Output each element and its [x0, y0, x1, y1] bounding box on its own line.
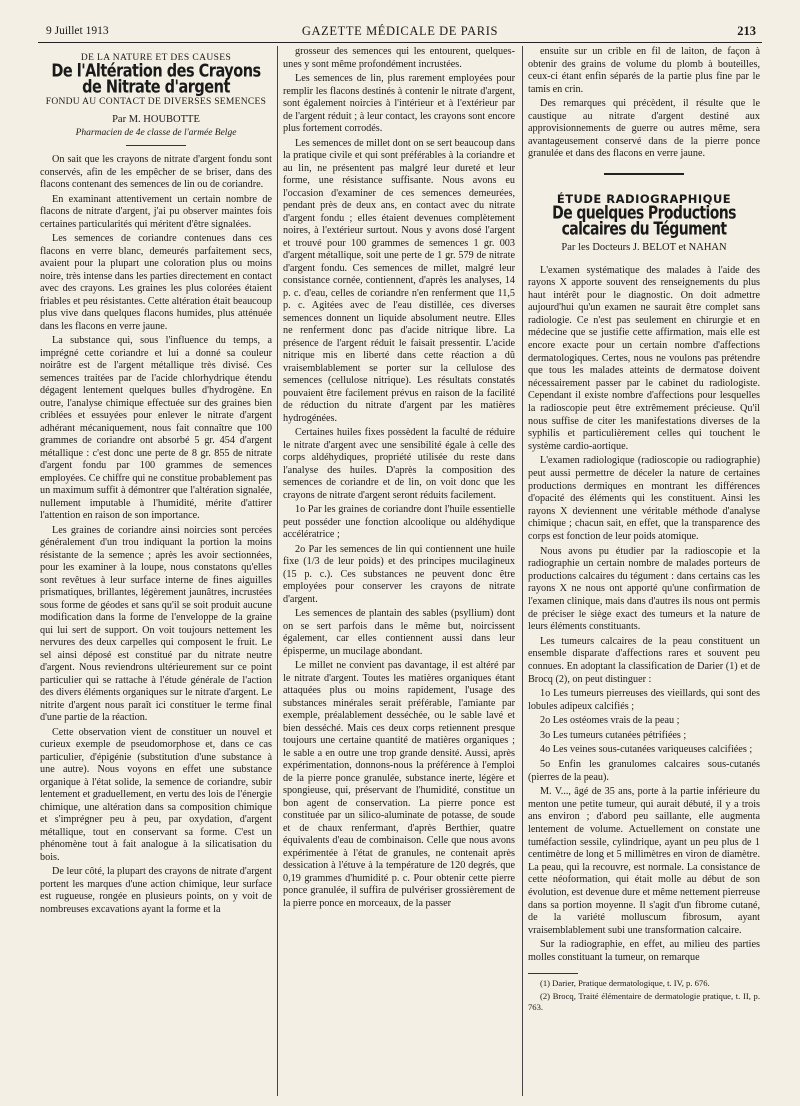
- paragraph: Sur la radiographie, en effet, au milieu des parties molles constituant la tumeur, on remarque: [528, 939, 760, 963]
- column-divider: [522, 46, 523, 1096]
- paragraph: Des remarques qui précèdent, il résulte que le caustique au nitrate d'argent destiné aux approvisionnements de guerre ou autres même, sera avantageusement conservé dans de la pierre ponce granulée et dans des flacons en verre jaune.: [528, 98, 760, 159]
- title-rule: [126, 145, 186, 146]
- paragraph: Le millet ne convient pas davantage, il est altéré par le nitrate d'argent. Toutes les matières organiques étant attaquées plus ou moins rapidement, l'usage des substances minérales serait préférable, l'amiante par exemple, préalablement desséchée, ou le sable lavé et bien desséché. Mais ces deux corps retiennent presque toujours une certaine quantité de matières organiques ; le sable a en outre une trop grande densité. Aussi, après expérimentation, donnons-nous la préférence à l'emploi de la pierre ponce granulée, substance inerte, légère et spongieuse, qui, préservant de l'humidité, constitue un bon agent de conservation. La pierre ponce est constituée par un silico-aluminate de potasse, de soude et de chaux renfermant, d'après Berthier, quatre équivalents d'eau de combinaison. Celle que nous avons expérimentée à l'état de granules, ne contenait après dessication à l'étuve à la température de 120 degrés, que 0,19 grammes d'humidité p. c. Pour obtenir cette pierre ponce granulée, il suffira de pulvériser grossièrement de la pierre ponce en morceaux, de la passer: [283, 660, 515, 909]
- paragraph: Les semences de plantain des sables (psyllium) dont on se sert parfois dans le même but, noircissent également, car elles contiennent aussi dans leur épisperme, un mucilage abondant.: [283, 608, 515, 657]
- footnotes: [528, 978, 760, 1013]
- footnote-rule: [528, 973, 578, 974]
- list-item: 3o Les tumeurs cutanées pétrifiées ;: [540, 729, 687, 741]
- paragraph: L'examen systématique des malades à l'aide des rayons X apporte souvent des renseignements du plus haut intérêt pour le diagnostic. On doit admettre aujourd'hui qu'un examen ne saurait être complet sans radiologie. Ce n'est pas seulement en chirurgie et en médecine que se justifie cette affirmation, mais elle est encore exacte pour un certain nombre d'affections dermatologiques. Certes, nous ne voulons pas prétendre que tous les malades atteints de dermatose doivent nécessairement passer par le cabinet du radiologiste. Cependant il existe nombre d'affections pour lesquelles la radioscopie peut être extrêmement précieuse. Qu'il nous suffise de citer les manifestations diverses de la syphilis et particulièrement celles qui touchent le système cardio-aortique.: [528, 264, 760, 452]
- author-affiliation: Pharmacien de 4e classe de l'armée Belge: [75, 127, 237, 138]
- article-separator: [604, 173, 684, 175]
- list-item: 1o Les tumeurs pierreuses des vieillards, qui sont des lobules adipeux calcifiés ;: [528, 688, 760, 712]
- article-author: Par M. HOUBOTTE: [112, 114, 200, 125]
- paragraph: La substance qui, sous l'influence du temps, a imprégné cette coriandre et lui a donné sa couleur noirâtre est de l'argent métallique très divisé. Ces semences traitées par de l'acide chlorhydrique étendu dégagent lentement quelques bulles d'hydrogène. En outre, l'analyse chimique effectuée sur des graines bien criblées et essuyées pour enlever le nitrate d'argent adhérant mécaniquement, nous fait connaître que 100 grammes de coriandre ont absorbé 5 gr. 454 d'argent métallique : c'est donc une perte de 8 gr. 855 de nitrate d'argent fondu par 100 grammes de semences employées. Ce chiffre qui ne constitue probablement pas un maximum suffit à démontrer que l'altération signalée, nullement imputable à l'humidité, mérite d'attirer l'attention en raison de son importance.: [40, 335, 272, 521]
- article-subtitle: FONDU AU CONTACT DE DIVERSES SEMENCES: [45, 96, 267, 107]
- article-2-body: [528, 265, 760, 965]
- page-number: 213: [737, 24, 756, 38]
- paragraph: L'examen radiologique (radioscopie ou radiographie) peut aussi permettre de déceler la nature de certaines productions dermiques en montrant les différences d'opacité des éléments qui les constituent. Ainsi les rayons X deviennent une véritable méthode d'analyse chimique ; chacun sait, en effet, que la transparence des corps est fonction de leur poids atomique.: [528, 455, 760, 542]
- paragraph: Les semences de coriandre contenues dans ces flacons en verre blanc, demeurés parfaitement secs, avaient pour la plupart une coloration plus ou moins noire, très intense dans les parties directement en contact avec des crayons. Les graines les plus colorées étaient friables et peu résistantes. Cette altération était beaucoup plus vive dans quelques flacons humides, plus atténuée dans les flacons en verre jaune.: [40, 233, 272, 332]
- paragraph: Les semences de millet dont on se sert beaucoup dans la pratique civile et qui sont préférables à la coriandre et au lin, ne présentent pas malgré leur dureté et leur forme, une résistance suffisante. Nous avons eu l'occasion d'examiner de ces semences demeurées, pendant près de deux ans, en contact avec du nitrate d'argent fondu ; elles étaient devenues complètement noires, à l'extérieur surtout. Nous y avons dosé l'argent et trouvé pour 100 grammes de semences 1 gr. 003 d'argent métallique, soit une perte de 1 gr. 579 de nitrate d'argent fondu. Ces semences de millet, malgré leur consistance cornée, contiennent, d'après les analyses, 14 p. c. d'eau, celles de coriandre n'en renferment que 11,5 p. c. Agitées avec de l'eau distillée, ces diverses semences donnent un liquide absolument neutre. Elles ne renferment donc pas d'acide nitrique libre. La présence de l'argent réduit le faisait pressentir. L'acide nitrique mis en liberté dans cette réaction a dû vraisemblablement se porter sur la cellulose des semences (cellulose nitrique). Les résultats constatés pouvaient être facilement prévus en raison de la facilité de réduction du nitrate d'argent par les matières hydrogénées.: [283, 137, 515, 424]
- paragraph: 1o Par les graines de coriandre dont l'huile essentielle peut posséder une fonction alcoolique ou aldéhydique accélératrice ;: [283, 504, 515, 540]
- paragraph: Les graines de coriandre ainsi noircies sont percées généralement d'un trou indiquant la portion la moins résistante de la semence ; après les avoir sectionnées, pour les examiner à la loupe, nous constatons qu'elles sont revêtues à leur surface interne de fines aiguilles prismatiques, brillantes, légèrement jaunâtres, incrustées sous forme de géodes et sans qu'il se soit produit aucune modification dans la forme de l'enveloppe de la graine qui lui sert de support. On voit toujours nettement les nervures des deux carpelles qui composent le fruit. Le sel ainsi déposé est constitué par du nitrate neutre d'argent. Nous reviendrons ultérieurement sur ce point particulier qui se rattache à l'étude générale de l'action des divers éléments organiques sur le nitrate d'argent. Le nitrite d'argent nous paraît ici constituer le terme final d'une partie de la réaction.: [40, 524, 272, 723]
- paragraph: Certaines huiles fixes possèdent la faculté de réduire le nitrate d'argent avec une sensibilité égale à celle des corps aldéhydiques, propriété utilisée du reste dans l'analyse des huiles. D'après la composition des semences de coriandre et de lin, on voit donc que les crayons de nitrate d'argent seront réduits facilement.: [283, 427, 515, 501]
- paragraph: 2o Par les semences de lin qui contiennent une huile fixe (1/3 de leur poids) et des principes mucilagineux (15 p. c.). Ces substances ne peuvent donc être employées pour conserver les crayons de nitrate d'argent.: [283, 543, 515, 605]
- paragraph: ensuite sur un crible en fil de laiton, de façon à obtenir des grains de volume du plomb à bouteilles, ceux-ci étant enfin séparés de la partie plus fine par le tamis en crin.: [528, 46, 760, 95]
- journal-title: GAZETTE MÉDICALE DE PARIS: [301, 24, 499, 38]
- paragraph: grosseur des semences qui les entourent, quelques-unes y sont même profondément incrustées.: [283, 46, 515, 70]
- paragraph: Cette observation vient de constituer un nouvel et curieux exemple de pseudomorphose et, dans ce cas particulier, d'épigénie (substitution d'une substance à une autre). Nous voyons en effet une substance organique à l'état solide, la semence de coriandre, subir lentement et graduellement, en vertu des lois de l'énergie chimique, une altération dans sa composition chimique et s'imprégner peu à peu, par oxydation, d'argent métallique, tout en conservant sa forme. C'est un phénomène tout à fait analogue à la silicatisation du bois.: [40, 726, 272, 863]
- article-title: De l'Altération des Crayons de Nitrate d'argent: [51, 60, 261, 97]
- issue-date: 9 Juillet 1913: [46, 25, 109, 37]
- column-2-body: [283, 46, 515, 910]
- column-2: [283, 46, 515, 1096]
- paragraph: M. V..., âgé de 35 ans, porte à la partie inférieure du menton une petite tumeur, qui aurait débuté, il y a trois ans environ ; d'abord peu saillante, elle augmenta lentement de volume. Actuellement on constate une tuméfaction sessile, cylindrique, ayant un peu plus de 1 centimètre de long et 5 millimètres en viron de diamètre. La peau, qui la recouvre, est normale. La consistance de cette néoformation, qui était molle au début de son évolution, est devenue dure et même nettement pierreuse dans sa portion moyenne. Il s'agit d'un fibrome cutané, de la variété molluscum fibrosum, ayant vraisemblablement subi une transformation calcaire.: [528, 786, 760, 936]
- list-item: 4o Les veines sous-cutanées variqueuses calcifiées ;: [540, 744, 753, 756]
- article-title: De quelques Productions calcaires du Tégument: [552, 203, 736, 239]
- column-1-body: [40, 154, 272, 916]
- column-divider: [277, 46, 278, 1096]
- article-kicker: DE LA NATURE ET DES CAUSES: [80, 53, 232, 63]
- column-1: [40, 46, 272, 1096]
- footnote: (1) Darier, Pratique dermatologique, t. IV, p. 676.: [540, 977, 710, 988]
- paragraph: Nous avons pu étudier par la radioscopie et la radiographie un certain nombre de malades porteurs de productions calcaires du tégument : dans certains cas les rayons X ne nous ont apporté qu'une confirmation de l'examen clinique, mais dans d'autres ils nous ont permis de préciser le siège exact des tumeurs et la nature de leurs éléments constituants.: [528, 545, 760, 633]
- section-title: ÉTUDE RADIOGRAPHIQUE: [556, 191, 732, 206]
- paragraph: On sait que les crayons de nitrate d'argent fondu sont conservés, afin de les empêcher de se briser, dans des flacons contenant des semences de lin ou de coriandre.: [40, 154, 272, 190]
- column-3: [528, 46, 760, 1096]
- list-item: 5o Enfin les granulomes calcaires sous-cutanés (pierres de la peau).: [528, 759, 760, 783]
- footnote: (2) Brocq, Traité élémentaire de dermatologie pratique, t. II, p. 763.: [528, 990, 760, 1012]
- paragraph: Les semences de lin, plus rarement employées pour remplir les flacons destinés à contenir le nitrate d'argent, sont également noircies à l'intérieur et à l'extérieur par de l'argent réduit ; à leur contact, les crayons sont encore plus fortement corrodés.: [283, 73, 515, 134]
- article-authors: Par les Docteurs J. BELOT et NAHAN: [561, 242, 727, 253]
- paragraph: Les tumeurs calcaires de la peau constituent un ensemble disparate d'affections rares et souvent peu connues. En adoptant la classification de Darier (1) et de Brocq (2), on peut distinguer :: [528, 635, 760, 685]
- paragraph: De leur côté, la plupart des crayons de nitrate d'argent portent les marques d'une action chimique, leur surface est rugueuse, rongée en plusieurs points, on y voit de nombreuses excavations ayant la forme et la: [40, 866, 272, 915]
- list-item: 2o Les ostéomes vrais de la peau ;: [540, 715, 680, 727]
- page-header: [38, 20, 762, 43]
- paragraph: En examinant attentivement un certain nombre de flacons de nitrate d'argent, j'ai pu observer maintes fois certaines particularités qui méritent d'être signalées.: [40, 193, 272, 230]
- column-3-body: [528, 46, 760, 161]
